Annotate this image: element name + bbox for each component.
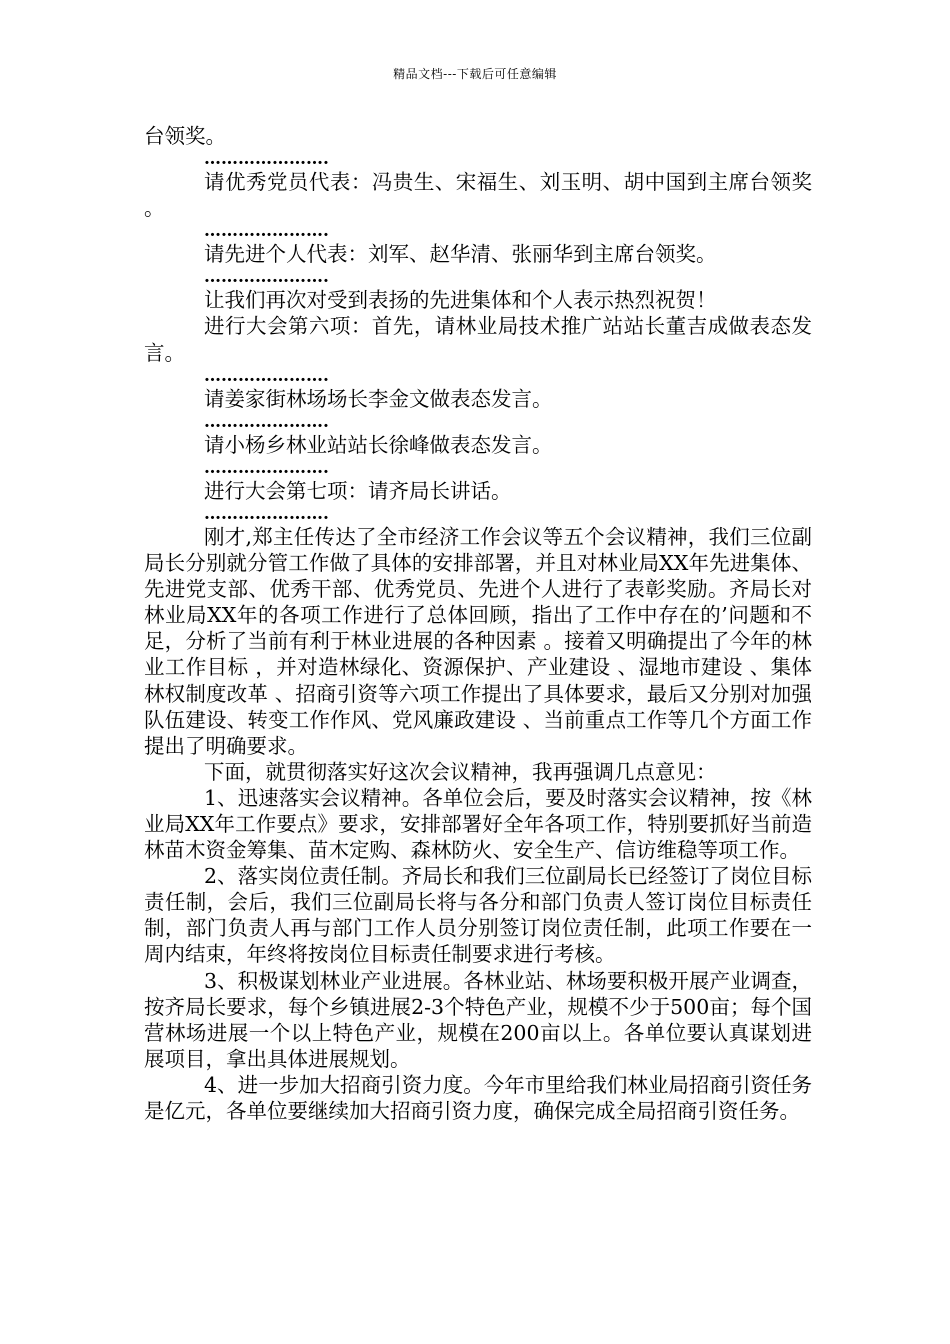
paragraph: 台领奖。 (144, 124, 226, 148)
ellipsis-line: …………………. (204, 267, 329, 288)
paragraph: 请先进个人代表：刘军、赵华清、张丽华到主席台领奖。 (204, 242, 717, 267)
ellipsis-line: …………………. (204, 503, 329, 524)
paragraph: 1、迅速落实会议精神。各单位会后，要及时落实会议精神，按《林业局XX年工作要点》要求，安排部署好全年各项工作，特别要抓好当前造林苗木资金筹集、苗木定购、森林防火、安全生产、信访维稳等项工作。 (144, 785, 812, 863)
paragraph: 进行大会第七项：请齐局长讲话。 (204, 478, 512, 503)
paragraph: 进行大会第六项：首先，请林业局技术推广站站长董吉成做表态发言。 (144, 314, 812, 365)
paragraph: 请优秀党员代表：冯贵生、宋福生、刘玉明、胡中国到主席台领奖。 (144, 170, 812, 221)
ellipsis-line: …………………. (204, 221, 329, 242)
paragraph: 请姜家街林场场长李金文做表态发言。 (204, 386, 553, 411)
page-header: 精品文档---下载后可任意编辑 (393, 67, 557, 81)
paragraph: 刚才,郑主任传达了全市经济工作会议等五个会议精神，我们三位副局长分别就分管工作做了具体的安排部署，并且对林业局XX年先进集体、先进党支部、优秀干部、优秀党员、先进个人进行了表彰奖励。齐局长对林业局XX年的各项工作进行了总体回顾，指出了工作中存在的’问题和不足，分析了当前有利于林业进展的各种因素 。接着又明确提出了今年的林业工作目标 ，并对造林绿化、资源保护、产业建设 、湿地市建设 、集体林权制度改革 、招商引资等六项工作提出了具体要求，最后又分别对加强队伍建设、转变工作作风、党风廉政建设 、当前重点工作等几个方面工作提出了明确要求。 (144, 524, 812, 758)
paragraph: 4、进一步加大招商引资力度。今年市里给我们林业局招商引资任务是亿元，各单位要继续加大招商引资力度，确保完成全局招商引资任务。 (144, 1072, 812, 1123)
ellipsis-line: …………………. (204, 457, 329, 478)
paragraph: 3、积极谋划林业产业进展。各林业站、林场要积极开展产业调查，按齐局长要求，每个乡镇进展2-3个特色产业，规模不少于500亩；每个国营林场进展一个以上特色产业，规模在200亩以上。各单位要认真谋划进展项目，拿出具体进展规划。 (144, 968, 812, 1071)
paragraph: 2、落实岗位责任制。齐局长和我们三位副局长已经签订了岗位目标责任制，会后，我们三位副局长将与各分和部门负责人签订岗位目标责任制，部门负责人再与部门工作人员分别签订岗位责任制，此项工作要在一周内结束，年终将按岗位目标责任制要求进行考核。 (144, 864, 812, 967)
document-body (144, 123, 812, 1124)
ellipsis-line: …………………. (204, 411, 329, 432)
ellipsis-line: …………………. (204, 149, 329, 170)
paragraph: 下面，就贯彻落实好这次会议精神，我再强调几点意见： (204, 759, 717, 784)
paragraph: 请小杨乡林业站站长徐峰做表态发言。 (204, 432, 553, 457)
paragraph: 让我们再次对受到表扬的先进集体和个人表示热烈祝贺！ (204, 288, 717, 313)
ellipsis-line: …………………. (204, 365, 329, 386)
